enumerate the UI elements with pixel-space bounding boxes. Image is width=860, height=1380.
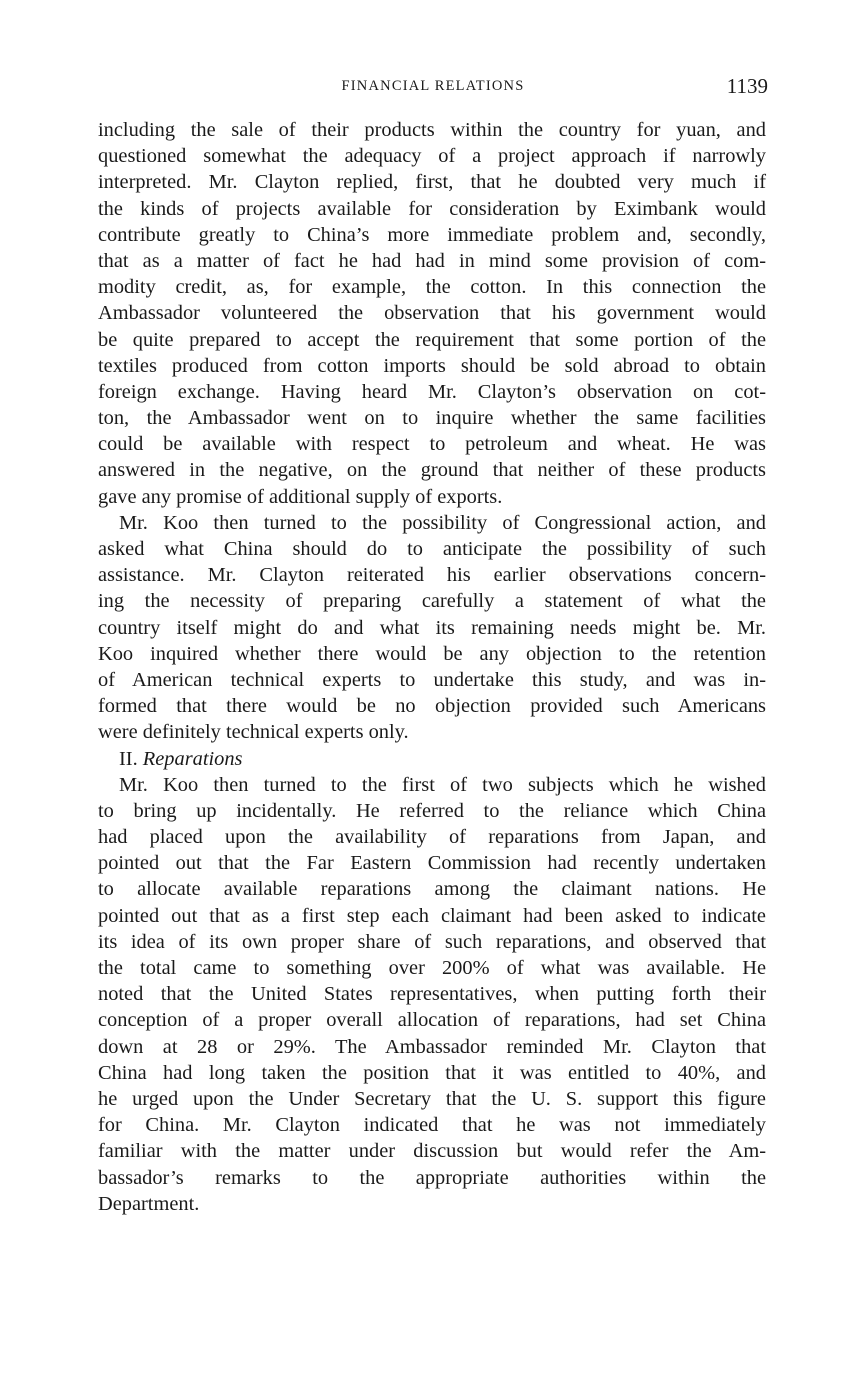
text-line: Mr. Koo then turned to the possibility of Congressional action, and [119, 511, 766, 534]
paragraph-reparations [98, 772, 766, 1217]
text-line: interpreted. Mr. Clayton replied, first, that he doubted very much if [98, 171, 766, 194]
text-line: foreign exchange. Having heard Mr. Clayton’s observation on cot- [98, 380, 766, 403]
text-line: China had long taken the position that it was entitled to 40%, and [98, 1061, 766, 1084]
text-line: to bring up incidentally. He referred to the reliance which China [98, 799, 766, 822]
section-title: Reparations [142, 747, 243, 770]
text-line: its idea of its own proper share of such reparations, and observed that [98, 930, 766, 953]
text-line: pointed out that as a first step each claimant had been asked to indicate [98, 904, 766, 927]
text-line: bassador’s remarks to the appropriate authorities within the [98, 1166, 766, 1189]
text-line: the total came to something over 200% of what was available. He [98, 957, 766, 979]
paragraph-congressional-action [98, 510, 766, 746]
text-line: ing the necessity of preparing carefully a statement of what the [98, 590, 766, 613]
text-line: modity credit, as, for example, the cotton. In this connection the [98, 276, 766, 299]
text-line: including the sale of their products within the country for yuan, and [98, 119, 766, 141]
text-line: answered in the negative, on the ground that neither of these products [98, 459, 766, 482]
text-line: noted that the United States representatives, when putting forth their [98, 983, 766, 1006]
text-line: familiar with the matter under discussion but would refer the Am- [98, 1140, 766, 1163]
text-line: be quite prepared to accept the requirement that some portion of the [98, 328, 766, 351]
body-text [98, 117, 766, 1217]
text-line: down at 28 or 29%. The Ambassador reminded Mr. Clayton that [98, 1035, 766, 1058]
text-line: textiles produced from cotton imports should be sold abroad to obtain [98, 354, 766, 377]
text-line: asked what China should do to anticipate the possibility of such [98, 538, 766, 560]
text-line: were definitely technical experts only. [98, 721, 409, 744]
text-line: could be available with respect to petroleum and wheat. He was [98, 433, 766, 456]
text-line: Ambassador volunteered the observation that his government would [98, 302, 766, 325]
text-line: that as a matter of fact he had had in mind some provision of com- [98, 249, 766, 272]
section-number: II. [119, 747, 138, 770]
text-line: ton, the Ambassador went on to inquire whether the same facilities [98, 407, 766, 430]
text-line: pointed out that the Far Eastern Commission had recently undertaken [98, 852, 766, 875]
text-line: questioned somewhat the adequacy of a project approach if narrowly [98, 145, 766, 168]
text-line: had placed upon the availability of reparations from Japan, and [98, 826, 766, 849]
section-heading [98, 746, 766, 772]
text-line: contribute greatly to China’s more immediate problem and, secondly, [98, 223, 766, 246]
running-head [98, 74, 768, 102]
paragraph-continuation [98, 117, 766, 510]
text-line: the kinds of projects available for consideration by Eximbank would [98, 197, 766, 220]
text-line: formed that there would be no objection provided such Americans [98, 695, 766, 718]
text-line: of American technical experts to undertake this study, and was in- [98, 668, 766, 691]
text-line: Koo inquired whether there would be any objection to the retention [98, 642, 766, 665]
text-line: Department. [98, 1192, 200, 1215]
text-line: country itself might do and what its remaining needs might be. Mr. [98, 616, 766, 639]
running-title: FINANCIAL RELATIONS [341, 78, 525, 94]
text-line: for China. Mr. Clayton indicated that he was not immediately [98, 1114, 766, 1137]
text-line: to allocate available reparations among the claimant nations. He [98, 878, 766, 901]
page-number: 1139 [726, 74, 768, 98]
text-line: conception of a proper overall allocation of reparations, had set China [98, 1009, 766, 1032]
text-line: he urged upon the Under Secretary that the U. S. support this figure [98, 1087, 766, 1110]
text-line: Mr. Koo then turned to the first of two subjects which he wished [119, 773, 766, 796]
text-line: assistance. Mr. Clayton reiterated his earlier observations concern- [98, 564, 766, 587]
text-line: gave any promise of additional supply of exports. [98, 485, 503, 508]
